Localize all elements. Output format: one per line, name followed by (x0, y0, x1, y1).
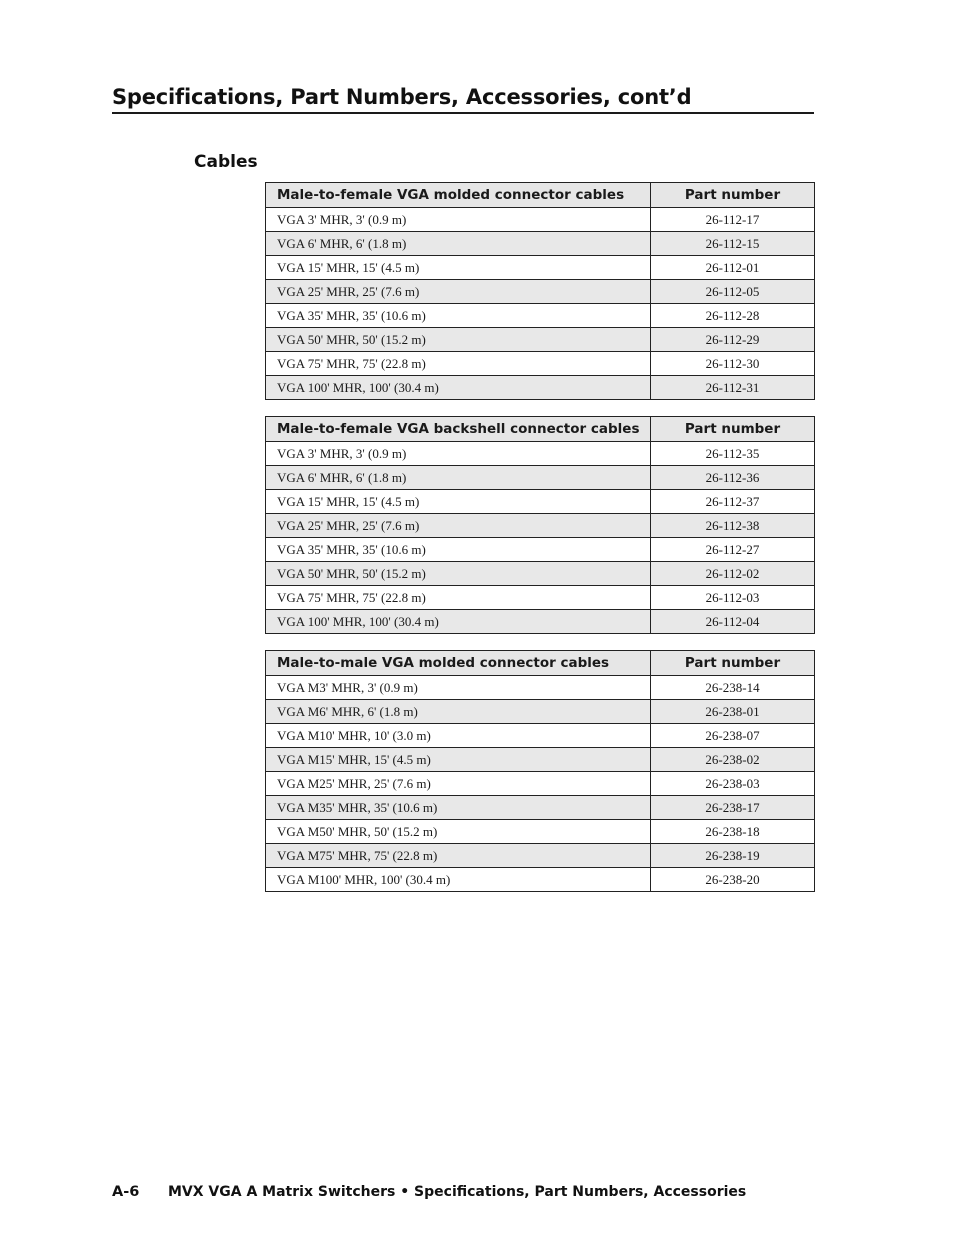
table-row (266, 304, 815, 328)
part-number: 26-112-15 (651, 232, 815, 256)
cable-description: VGA M100' MHR, 100' (30.4 m) (266, 868, 651, 892)
cable-description: VGA 3' MHR, 3' (0.9 m) (266, 442, 651, 466)
column-header-description: Male-to-female VGA backshell connector cables (266, 417, 651, 442)
part-number: 26-238-03 (651, 772, 815, 796)
cable-description: VGA 3' MHR, 3' (0.9 m) (266, 208, 651, 232)
table-header-row (266, 183, 815, 208)
part-number: 26-112-30 (651, 352, 815, 376)
part-number: 26-112-29 (651, 328, 815, 352)
part-number: 26-238-07 (651, 724, 815, 748)
table-row (266, 562, 815, 586)
part-number: 26-238-17 (651, 796, 815, 820)
table-row (266, 748, 815, 772)
part-number: 26-112-01 (651, 256, 815, 280)
part-number: 26-112-36 (651, 466, 815, 490)
cable-description: VGA 15' MHR, 15' (4.5 m) (266, 256, 651, 280)
cable-description: VGA M6' MHR, 6' (1.8 m) (266, 700, 651, 724)
table-row (266, 538, 815, 562)
table-row (266, 352, 815, 376)
part-number: 26-238-01 (651, 700, 815, 724)
part-number: 26-112-31 (651, 376, 815, 400)
part-number: 26-112-28 (651, 304, 815, 328)
table-row (266, 586, 815, 610)
table-row (266, 844, 815, 868)
cable-description: VGA 6' MHR, 6' (1.8 m) (266, 466, 651, 490)
table-row (266, 676, 815, 700)
part-number: 26-112-03 (651, 586, 815, 610)
cable-description: VGA 100' MHR, 100' (30.4 m) (266, 610, 651, 634)
table-row (266, 442, 815, 466)
cable-description: VGA 6' MHR, 6' (1.8 m) (266, 232, 651, 256)
column-header-part-number: Part number (651, 183, 815, 208)
cable-description: VGA 15' MHR, 15' (4.5 m) (266, 490, 651, 514)
part-number: 26-238-19 (651, 844, 815, 868)
table-male-female-molded (265, 182, 815, 400)
table-header-row (266, 651, 815, 676)
part-number: 26-112-27 (651, 538, 815, 562)
cable-description: VGA 25' MHR, 25' (7.6 m) (266, 280, 651, 304)
page-number: A-6 (112, 1184, 140, 1200)
table-male-female-backshell (265, 416, 815, 634)
table-header-row (266, 417, 815, 442)
table-row (266, 328, 815, 352)
part-number: 26-112-38 (651, 514, 815, 538)
table-male-male-molded (265, 650, 815, 892)
part-number: 26-238-14 (651, 676, 815, 700)
table-row (266, 868, 815, 892)
table-row (266, 280, 815, 304)
cable-description: VGA 75' MHR, 75' (22.8 m) (266, 352, 651, 376)
cable-description: VGA 75' MHR, 75' (22.8 m) (266, 586, 651, 610)
part-number: 26-238-02 (651, 748, 815, 772)
table-row (266, 796, 815, 820)
table-row (266, 514, 815, 538)
part-number: 26-112-05 (651, 280, 815, 304)
table-row (266, 232, 815, 256)
section-heading-cables: Cables (194, 152, 258, 172)
table-row (266, 466, 815, 490)
table-row (266, 256, 815, 280)
page-footer (112, 1184, 746, 1200)
page-title: Specifications, Part Numbers, Accessories, cont’d (112, 82, 814, 114)
cable-description: VGA M25' MHR, 25' (7.6 m) (266, 772, 651, 796)
cable-description: VGA M10' MHR, 10' (3.0 m) (266, 724, 651, 748)
table-row (266, 208, 815, 232)
cable-description: VGA M50' MHR, 50' (15.2 m) (266, 820, 651, 844)
part-number: 26-238-20 (651, 868, 815, 892)
part-number: 26-112-17 (651, 208, 815, 232)
part-number: 26-112-02 (651, 562, 815, 586)
footer-text: MVX VGA A Matrix Switchers • Specifications, Part Numbers, Accessories (168, 1184, 747, 1200)
cable-description: VGA 25' MHR, 25' (7.6 m) (266, 514, 651, 538)
cable-description: VGA 35' MHR, 35' (10.6 m) (266, 304, 651, 328)
table-row (266, 376, 815, 400)
cable-tables (265, 182, 814, 908)
cable-description: VGA 35' MHR, 35' (10.6 m) (266, 538, 651, 562)
cable-description: VGA M35' MHR, 35' (10.6 m) (266, 796, 651, 820)
table-row (266, 820, 815, 844)
part-number: 26-112-35 (651, 442, 815, 466)
cable-description: VGA 100' MHR, 100' (30.4 m) (266, 376, 651, 400)
part-number: 26-112-37 (651, 490, 815, 514)
cable-description: VGA M75' MHR, 75' (22.8 m) (266, 844, 651, 868)
cable-description: VGA M15' MHR, 15' (4.5 m) (266, 748, 651, 772)
part-number: 26-238-18 (651, 820, 815, 844)
table-row (266, 772, 815, 796)
cable-description: VGA 50' MHR, 50' (15.2 m) (266, 328, 651, 352)
table-row (266, 724, 815, 748)
column-header-part-number: Part number (651, 651, 815, 676)
cable-description: VGA 50' MHR, 50' (15.2 m) (266, 562, 651, 586)
table-row (266, 610, 815, 634)
column-header-description: Male-to-male VGA molded connector cables (266, 651, 651, 676)
part-number: 26-112-04 (651, 610, 815, 634)
table-row (266, 490, 815, 514)
column-header-part-number: Part number (651, 417, 815, 442)
cable-description: VGA M3' MHR, 3' (0.9 m) (266, 676, 651, 700)
column-header-description: Male-to-female VGA molded connector cables (266, 183, 651, 208)
table-row (266, 700, 815, 724)
